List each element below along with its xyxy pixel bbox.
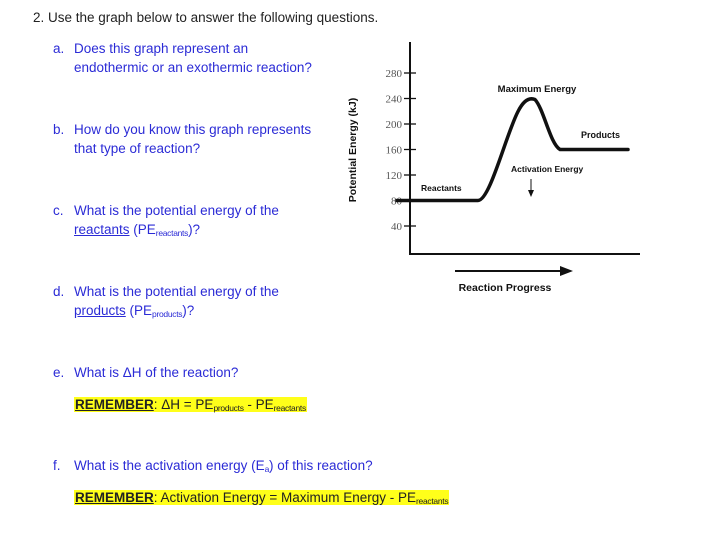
question-d-line2: products $(PE_{products})$? — [74, 303, 195, 319]
x-axis-label: Reaction Progress — [458, 282, 552, 294]
question-f-line1: What is the activation energy $(E_a)$ of this reaction? — [74, 458, 373, 474]
question-a-letter: a. — [53, 41, 65, 56]
question-c-line2: reactants $(PE_{reactants})$? — [74, 222, 201, 238]
progress-arrowhead — [560, 266, 573, 276]
question-b-line1: How do you know this graph represents — [74, 122, 312, 137]
question-b-line2: that type of reaction? — [74, 141, 201, 156]
y-tick-label: 280 — [385, 68, 402, 80]
y-axis-label: Potential Energy (kJ) — [347, 97, 359, 203]
remember-activation-energy: REMEMBER: Activation Energy = Maximum Energy - $PE_{reactants}$ — [75, 490, 449, 506]
question-e-line1: What is ΔH of the reaction? — [74, 365, 239, 380]
activation-energy-label: Activation Energy — [511, 164, 584, 174]
question-d-letter: d. — [53, 284, 65, 299]
y-tick-label: 160 — [385, 144, 402, 157]
remember-delta-h: REMEMBER: $\Delta H = PE_{products} - PE_{reactants}$ — [75, 397, 306, 413]
worksheet-header: 2. Use the graph below to answer the following questions. — [33, 10, 379, 25]
y-tick-label: 80 — [391, 195, 402, 208]
question-c-letter: c. — [53, 203, 64, 218]
y-tick-label: 200 — [385, 119, 402, 131]
maximum-energy-label: Maximum Energy — [497, 84, 577, 95]
activation-arrowhead — [528, 190, 534, 197]
question-a-line1: Does this graph represent an — [74, 41, 249, 56]
reactants-label: Reactants — [421, 183, 462, 193]
question-e-letter: e. — [53, 365, 65, 380]
y-tick-label: 240 — [385, 93, 402, 106]
y-tick-label: 120 — [385, 170, 402, 182]
products-label: Products — [581, 130, 621, 140]
question-f-letter: f. — [53, 458, 61, 473]
question-c-line1: What is the potential energy of the — [74, 203, 279, 218]
question-b-letter: b. — [53, 122, 65, 137]
reactants-underlined: reactants — [74, 222, 130, 237]
question-a-line2: endothermic or an exothermic reaction? — [74, 60, 312, 75]
y-tick-label: 40 — [391, 221, 402, 233]
products-underlined: products — [74, 303, 126, 318]
energy-diagram — [340, 35, 650, 300]
question-d-line1: What is the potential energy of the — [74, 284, 279, 299]
